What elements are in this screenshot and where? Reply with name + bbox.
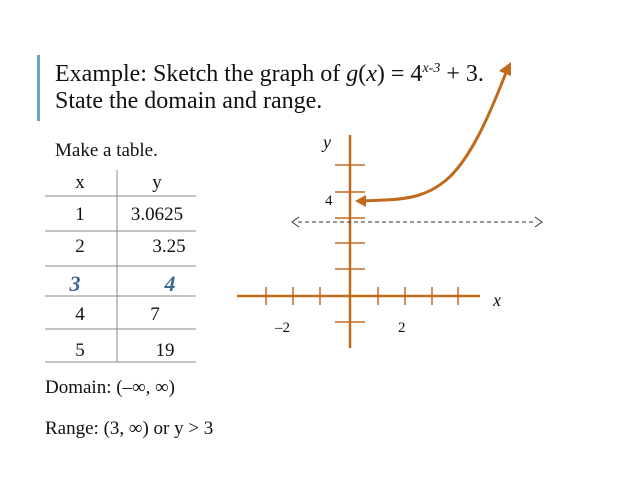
tick-label-two: 2 (398, 320, 406, 336)
range-statement: Range: (3, ∞) or y > 3 (45, 418, 214, 439)
curve-left-arrowhead (355, 195, 366, 207)
tick-label-four: 4 (325, 193, 333, 209)
x-axis-label: x (493, 290, 501, 310)
make-table-label: Make a table. (55, 140, 158, 161)
table-cell-x: 5 (75, 340, 85, 361)
table-grid (45, 170, 196, 362)
table-header-y: y (152, 172, 162, 193)
y-axis-label: y (323, 132, 331, 152)
table-cell-x: 1 (75, 204, 85, 225)
example-title: Example: Sketch the graph of $g(x) = 4^{x-3} + 3$. (55, 61, 484, 87)
table-cell-y-highlight: 4 (164, 271, 176, 296)
subtitle: State the domain and range. (55, 88, 323, 114)
domain-statement: Domain: (–∞, ∞) (45, 377, 175, 398)
exponential-curve (355, 62, 511, 207)
table-cell-y: 19 (155, 340, 175, 361)
asymptote-right-arrow (535, 217, 542, 227)
coordinate-axes (237, 135, 480, 348)
table-cell-y: 7 (150, 304, 160, 325)
horizontal-asymptote (292, 217, 542, 227)
table-cell-y: 3.0625 (130, 204, 184, 225)
table-cell-x: 4 (75, 304, 85, 325)
table-cell-x: 2 (75, 236, 85, 257)
table-header-x: x (75, 172, 85, 193)
axis-ticks (266, 165, 458, 322)
table-cell-y: 3.25 (152, 236, 186, 257)
tick-label-neg-two: –2 (275, 320, 290, 336)
exponent: x-3 (422, 61, 441, 76)
table-cell-x-highlight: 3 (69, 271, 81, 296)
asymptote-left-arrow (292, 217, 299, 227)
